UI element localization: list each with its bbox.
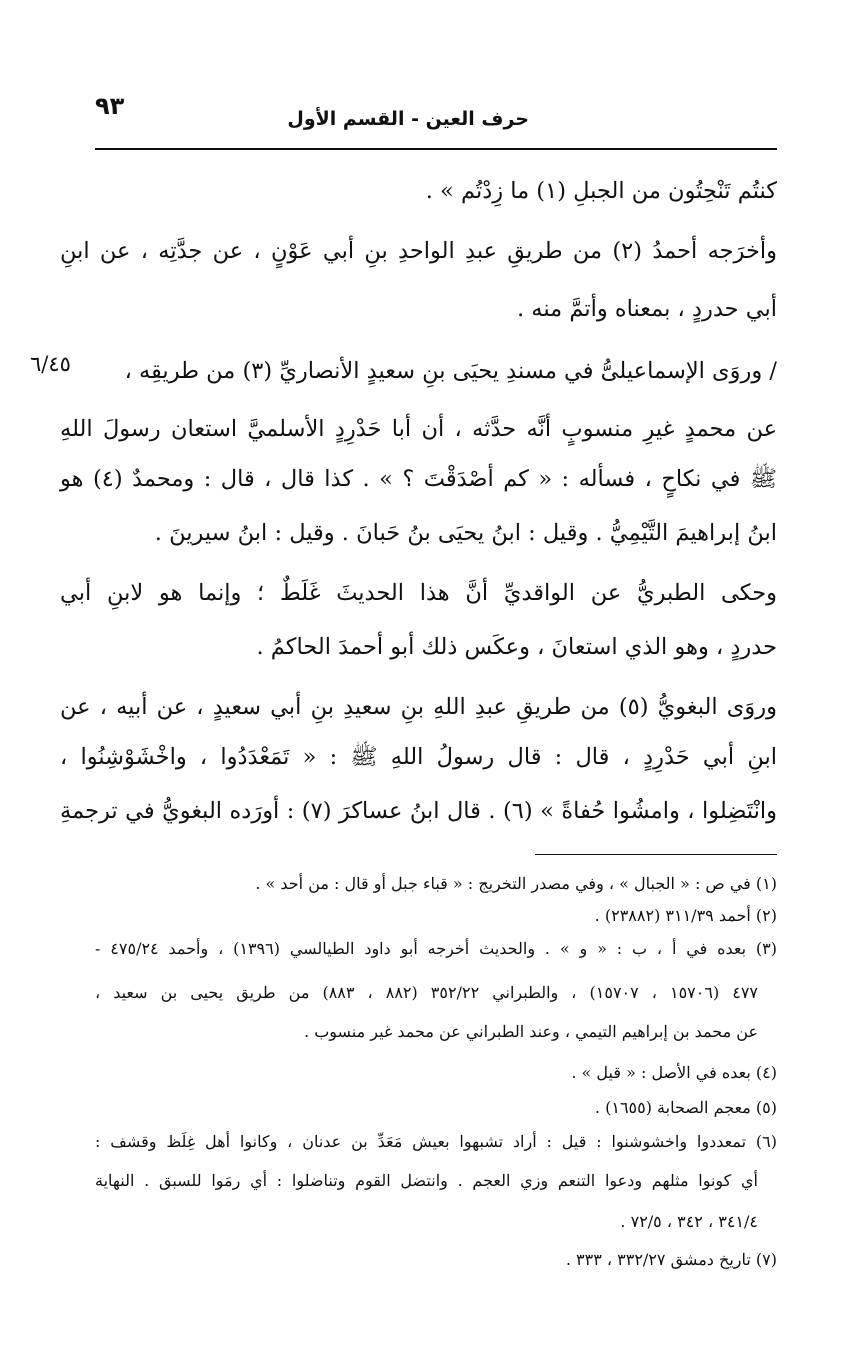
footnote: (٣) بعده في أ ، ب : « و » . والحديث أخرجه أبو داود الطيالسي (١٣٩٦) ، وأحمد ٤٧٥/٢٤ - bbox=[95, 939, 778, 958]
page-number: ٩٣ bbox=[95, 92, 125, 120]
margin-reference: ٦/٤٥ bbox=[30, 352, 71, 376]
footnote: (٥) معجم الصحابة (١٦٥٥) . bbox=[594, 1098, 777, 1117]
footnote-continuation: ٤٧٧ (١٥٧٠٦ ، ١٥٧٠٧) ، والطبراني ٣٥٢/٢٢ (٨٨٢ ، ٨٨٣) من طريق يحيى بن سعيد ، bbox=[95, 983, 759, 1002]
body-line: ابنُ إبراهيمَ التَّيْمِيُّ . وقيل : ابنُ يحيَى بنُ حَبانَ . وقيل : ابنُ سيرينَ . bbox=[154, 520, 777, 546]
footnote-continuation: ٣٤١/٤ ، ٣٤٢ ، ٧٢/٥ . bbox=[620, 1212, 758, 1231]
page-header bbox=[95, 92, 777, 148]
footnote: (٤) بعده في الأصل : « قيل » . bbox=[571, 1063, 777, 1082]
body-line: أبي حدردٍ ، بمعناه وأتمَّ منه . bbox=[516, 296, 777, 322]
body-line: ﷺ في نكاحٍ ، فسأله : « كم أصْدَقْتَ ؟ » . كذا قال ، قال : ومحمدٌ (٤) هو bbox=[60, 466, 777, 492]
body-line: كنتُم تَنْحِتُون من الجبلِ (١) ما زِدْتُم » . bbox=[425, 178, 777, 204]
body-line: وحكى الطبريُّ عن الواقديِّ أنَّ هذا الحديثَ غَلَطٌ ؛ وإنما هو لابنِ أبي bbox=[60, 580, 777, 606]
body-line: / وروَى الإسماعيلىُّ في مسندِ يحيَى بنِ سعيدٍ الأنصاريِّ (٣) من طريقِه ، bbox=[124, 358, 777, 384]
body-line: وروَى البغويُّ (٥) من طريقِ عبدِ اللهِ بنِ سعيدِ بنِ أبي سعيدٍ ، عن أبيه ، عن bbox=[60, 694, 777, 720]
header-rule bbox=[95, 148, 777, 150]
body-line: وانْتَضِلوا ، وامشُوا حُفاةً » (٦) . قال ابنُ عساكرَ (٧) : أورَده البغويُّ في ترجمةِ bbox=[60, 798, 778, 824]
body-line: عن محمدٍ غيرِ منسوبٍ أنَّه حدَّثه ، أن أبا حَدْرِدٍ الأسلميَّ استعان رسولَ اللهِ bbox=[60, 416, 777, 442]
running-head: حرف العين - القسم الأول bbox=[287, 108, 529, 130]
footnote: (١) في ص : « الجبال » ، وفي مصدر التخريج : « قباء جبل أو قال : من أحد » . bbox=[255, 874, 777, 893]
body-line: ابنِ أبي حَدْرِدٍ ، قال : قال رسولُ اللهِ ﷺ : « تَمَعْدَدُوا ، واخْشَوْشِنُوا ، bbox=[60, 744, 777, 770]
footnote: (٦) تمعددوا واخشوشنوا : قيل : أراد تشبهوا بعيش مَعَدِّ بن عدنان ، وكانوا أهل غِلَظ وقشف : bbox=[95, 1132, 777, 1151]
footnote: (٧) تاريخ دمشق ٣٣٢/٢٧ ، ٣٣٣ . bbox=[565, 1250, 777, 1269]
footnote-continuation: عن محمد بن إبراهيم التيمي ، وعند الطبراني عن محمد غير منسوب . bbox=[304, 1022, 758, 1041]
body-line: وأخرَجه أحمدُ (٢) من طريقِ عبدِ الواحدِ بنِ أبي عَوْنٍ ، عن جدَّتِه ، عن ابنِ bbox=[60, 238, 777, 264]
body-line: حدردٍ ، وهو الذي استعانَ ، وعكَس ذلك أبو أحمدَ الحاكمُ . bbox=[256, 634, 777, 660]
footnote-rule bbox=[535, 854, 777, 855]
footnote: (٢) أحمد ٣١١/٣٩ (٢٣٨٨٢) . bbox=[594, 906, 777, 925]
footnote-continuation: أي كونوا مثلهم ودعوا التنعم وزي العجم . وانتضل القوم وتناضلوا : أي رمَوا للسبق . النهاية bbox=[95, 1171, 758, 1190]
